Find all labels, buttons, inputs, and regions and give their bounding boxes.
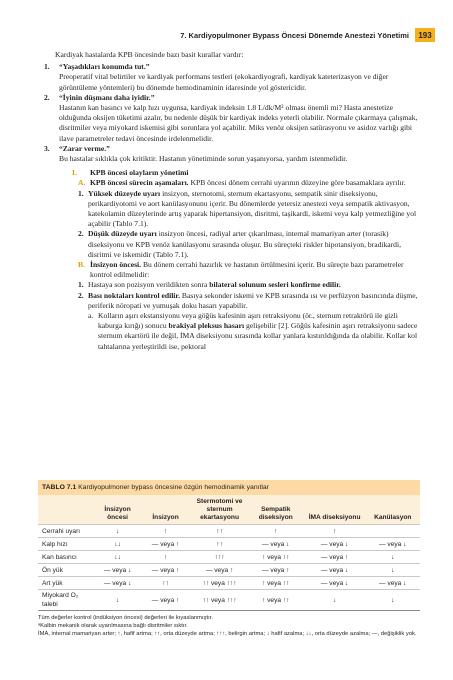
table-notes — [38, 614, 420, 638]
table-cell: — veya ↓ — [95, 564, 139, 577]
table-row — [38, 577, 420, 590]
column-header: Sempatik diseksiyon — [248, 495, 304, 525]
rule-title: “İyinin düşmanı daha iyidir.” — [59, 92, 155, 102]
table-cell: — veya ↓ — [248, 538, 304, 551]
table-row — [38, 590, 420, 611]
table-cell: ↓↓ — [95, 551, 139, 564]
item-text: Basıya sekonder iskemi ve KPB sırasında ısı ve perfüzyon basıncında düşme, periferik nöropati ve yumuşak doku hasarı yapabilir. — [88, 290, 418, 310]
table-cell: ↑ — [140, 525, 192, 538]
subsection-letter: B. — [78, 260, 85, 270]
item-title: Düşük düzeyde uyarı — [88, 229, 157, 239]
page-header — [180, 28, 435, 42]
table-cell: — veya ↓ — [304, 564, 366, 577]
table-cell: — veya ↑ — [304, 551, 366, 564]
section-number: I. — [72, 168, 77, 178]
table-cell: ↓ — [366, 590, 421, 611]
item-text: insizyon, sternotomi, sternum ekartasyonu, sempatik sinir diseksiyonu, perikardiyotomi ve aort kanülasyonunu içerir. Bu dönemlerde yetersiz anestezi veya sempatik aktivasyon, katekolamin düzeylerinde artış yaparak hipertansiyon, disritmi, taşikardi, iskemi veya kalp yetmezliğine yol açabilir (Tablo 7.1). — [88, 188, 417, 229]
row-label: Miyokard O₂ talebi — [38, 590, 95, 611]
list-item: 1. Yüksek düzeyde uyarı insizyon, sternotomi, sternum ekartasyonu, sempatik sinir diseksiyonu, perikardiyotomi ve aort kanülasyonunu içerir. Bu dönemlerde yetersiz anestezi veya sempatik aktivasyon, katekolamin düzeylerinde artış yaparak hipertansiyon, disritmi, taşikardi, iskemi veya kalp yetmezliğine yol açabilir (Tablo 7.1). — [78, 188, 417, 229]
table-note: ᵃKalbin mekanik olarak uyarılmasına bağlı disritmiler sıktır. — [38, 623, 188, 629]
rule-3 — [44, 144, 418, 164]
table-cell: — veya ↓ — [304, 538, 366, 551]
page-number: 193 — [415, 28, 435, 42]
rule-number: 1. — [44, 62, 50, 72]
column-header: İnsizyon — [140, 495, 192, 525]
subsection-a — [78, 178, 418, 188]
table-cell: ↓ — [95, 525, 139, 538]
table-cell: — veya ↓ — [304, 577, 366, 590]
row-label: Ön yük — [38, 564, 95, 577]
table-cell: — veya ↑ — [140, 590, 192, 611]
list-item: 2. Bası noktaları kontrol edilir. Basıya sekonder iskemi ve KPB sırasında ısı ve perfüzyon basıncında düşme, periferik nöropati ve yumuşak doku hasarı yapabilir. — [78, 290, 418, 310]
list-item: 1. Hastaya son pozisyon verildikten sonra bilateral solunum sesleri konfirme edilir. — [78, 280, 341, 290]
table-cell: ↑ — [304, 525, 366, 538]
item-title: Bası noktaları kontrol edilir. — [88, 290, 180, 300]
table-7-1 — [38, 480, 420, 638]
column-header: İnsizyon öncesi — [95, 495, 139, 525]
item-title: Yüksek düzeyde uyarı — [88, 188, 161, 198]
rule-2 — [44, 93, 418, 144]
table-cell: ↑↑ — [140, 577, 192, 590]
table-cell — [366, 525, 421, 538]
main-text — [44, 50, 418, 352]
row-label: Kan basıncı — [38, 551, 95, 564]
rule-number: 3. — [44, 143, 50, 153]
table-cell: ↑↑ veya ↑↑↑ — [191, 577, 247, 590]
subsection-title: KPB öncesi sürecin aşamaları. — [90, 178, 189, 188]
row-label: Cerrahi uyarı — [38, 525, 95, 538]
subsection-title: İnsizyon öncesi. — [90, 260, 142, 270]
rule-text: Hastanın kan basıncı ve kalp hızı uygunsa, kardiyak indeksin 1.8 L/dk/M² olması önemli mi? Hasta anestetize olduğunda oksijen tüketimi azalır, bu nedenle düşük bir kardiyak indeks yeterli olabilir. Normale çıkarmaya çalışmak, disritmiler veya miyokard iskemisi gibi sorunlara yol açabilir. Miks venöz oksijen satürasyonu ve asidoz varlığı gibi ilave parametreler tedavi öncesinde irdelenmelidir. — [59, 103, 418, 143]
rule-title: “Yaşadıkları konumda tut.” — [59, 62, 150, 72]
rule-text: Preoperatif vital belirtiler ve kardiyak performans testleri (ekokardiyografi, kardiyak kateterizasyon ve diğer görüntüleme yöntemleri) bu dönemde hemodinaminin idaresinde yol göstericidir. — [59, 72, 389, 92]
intro-text: Kardiyak hastalarda KPB öncesinde bazı basit kurallar vardır: — [55, 50, 244, 59]
column-header: Stermotomi ve sternum ekartasyonu — [191, 495, 247, 525]
table-label: TABLO 7.1 — [42, 484, 77, 491]
chapter-title: 7. Kardiyopulmoner Bypass Öncesi Dönemde Anestezi Yönetimi — [180, 30, 409, 40]
table-cell: ↑ — [140, 551, 192, 564]
table-cell: — veya ↑ — [140, 538, 192, 551]
table-cell: ↓↓ — [95, 538, 139, 551]
column-header: İMA diseksiyonu — [304, 495, 366, 525]
table-row — [38, 525, 420, 538]
table-cell: ↑ veya ↑↑ — [248, 577, 304, 590]
sub-list-item: a. Kolların aşırı ekstansiyonu veya göğüs kafesinin aşırı retraksiyonu (ör., sternum retraktörü ile gizli kaburga kırığı) sonucu brakiyal pleksus hasarı gelişebilir [2]. Göğüs kafesinin aşırı retraksiyonu sadece sternum ekartörü ile değil, İMA diseksiyonu sırasında kollar yanlara kıstırıldığında da olabilir. Kollar kol tahtalarına yerleştirildi ise, pektoral — [88, 311, 418, 351]
section-title: KPB öncesi olayların yönetimi — [90, 168, 189, 178]
rule-number: 2. — [44, 92, 50, 102]
rule-text: Bu hastalar sıklıkla çok kritiktir. Hastanın yönetiminde sorun yaşanıyorsa, yardım istenmelidir. — [59, 154, 348, 164]
column-header — [38, 495, 95, 525]
table-cell: ↓ — [366, 564, 421, 577]
table-cell: — veya ↑ — [191, 564, 247, 577]
item-bold: bilateral solunum sesleri konfirme edilir. — [209, 280, 341, 290]
table-cell: ↑↑↑ — [191, 551, 247, 564]
subsection-text: KPB öncesi dönem cerrahi uyarının düzeyine göre basamaklara ayrılır. — [190, 178, 406, 188]
subsection-letter: A. — [78, 178, 86, 188]
subsection-text: Bu dönem cerrahi hazırlık ve hastanın örtülmesini içerir. Bu süreçte bazı parametreler kontrol edilmelidir: — [90, 260, 404, 280]
row-label: Art yük — [38, 577, 95, 590]
table-cell: — veya ↓ — [95, 577, 139, 590]
table-row — [38, 538, 420, 551]
hemodynamic-table — [38, 495, 420, 611]
table-cell: ↓ — [95, 590, 139, 611]
table-cell: ↓ — [304, 590, 366, 611]
table-cell: ↑↑ — [191, 525, 247, 538]
item-text: Hastaya son pozisyon verildikten sonra — [88, 280, 208, 290]
table-row — [38, 564, 420, 577]
table-cell: ↑ veya ↑↑ — [248, 551, 304, 564]
item-text: insizyon öncesi, radiyal arter çıkarılması, internal mamariyan arter (torasik) diseksiyonu ve KPB venöz kanülasyonu sırasında oluşur. Bu süreçteki riskler hipotansiyon, bradikardi, disritmi ve iskemidir (Tablo 7.1). — [88, 229, 401, 259]
row-label: Kalp hızı — [38, 538, 95, 551]
table-note: Tüm değerler kontrol (indüksiyon öncesi) değerleri ile kıyaslanmıştır. — [38, 615, 213, 621]
table-cell: — veya ↑ — [140, 564, 192, 577]
table-cell: ↑ — [248, 525, 304, 538]
section-1 — [72, 168, 418, 352]
table-row — [38, 551, 420, 564]
list-item: 2. Düşük düzeyde uyarı insizyon öncesi, radiyal arter çıkarılması, internal mamariyan arter (torasik) diseksiyonu ve KPB venöz kanülasyonu sırasında oluşur. Bu süreçteki riskler hipotansiyon, bradikardi, disritmi ve iskemidir (Tablo 7.1). — [78, 229, 401, 259]
table-caption — [38, 480, 420, 495]
table-title: Kardiyopulmoner bypass öncesine özgün hemodinamik yanıtlar — [78, 484, 269, 491]
table-cell: — veya ↓ — [366, 538, 421, 551]
column-header: Kanülasyon — [366, 495, 421, 525]
rule-title: “Zarar verme.” — [59, 143, 110, 153]
table-cell: ↓ — [366, 551, 421, 564]
subsection-b — [78, 260, 418, 280]
table-cell: — veya ↓ — [366, 577, 421, 590]
table-note: İMA, internal mamariyan arter; ↑, hafif artma; ↑↑, orta düzeyde artma; ↑↑↑, belirgin artma; ↓ hafif azalma; ↓↓, orta düzeyde azalma; —, değişiklik yok. — [38, 631, 417, 637]
rule-1 — [44, 62, 418, 93]
table-cell: ↑ veya ↑↑ — [248, 590, 304, 611]
table-header-row — [38, 495, 420, 525]
table-cell: ↑↑ veya ↑↑↑ — [191, 590, 247, 611]
table-cell: — veya ↑ — [248, 564, 304, 577]
table-cell: ↑↑ — [191, 538, 247, 551]
